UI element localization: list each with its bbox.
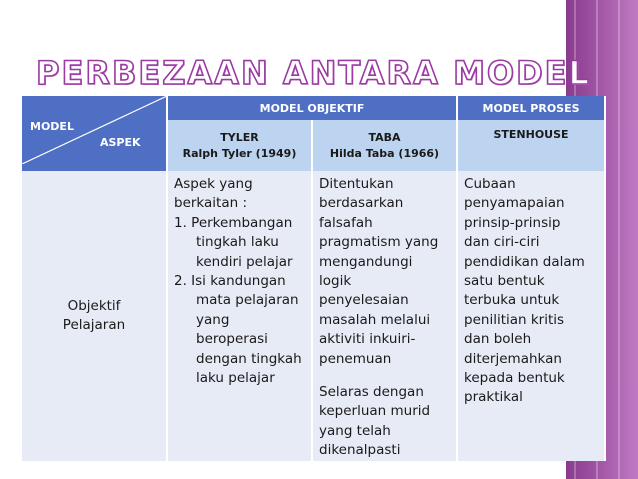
panel-stripe (618, 0, 620, 479)
comparison-table (22, 96, 605, 459)
group-header-objektif: MODEL OBJEKTIF (167, 96, 457, 120)
group-header-proses: MODEL PROSES (457, 96, 605, 120)
stenhouse-cell: Cubaan penyamapaian prinsip-prinsip dan ciri-ciri pendidikan dalam satu bentuk terbuka untuk penilitian kritis dan boleh diterjemahkan kepada bentuk praktikal (457, 171, 605, 461)
tyler-cell: Aspek yang berkaitan : 1. Perkembangan tingkah laku kendiri pelajar 2. Isi kandungan mata pelajaran yang beroperasi dengan tingkah laku pelajar (167, 171, 312, 461)
model-label: MODEL (30, 120, 74, 133)
col-header-taba: TABA Hilda Taba (1966) (312, 120, 457, 171)
comparison-grid (22, 96, 606, 461)
corner-header (22, 96, 167, 171)
aspek-label: ASPEK (100, 136, 141, 149)
col-header-stenhouse: STENHOUSE (457, 120, 605, 171)
aspek-cell: Objektif Pelajaran (22, 171, 167, 461)
col-header-tyler: TYLER Ralph Tyler (1949) (167, 120, 312, 171)
slide-title: PERBEZAAN ANTARA MODEL (36, 54, 591, 92)
taba-cell: Ditentukan berdasarkan falsafah pragmatism yang mengandungi logik penyelesaian masalah melalui aktiviti inkuiri- penemuan Selaras dengan keperluan murid yang telah dikenalpasti (312, 171, 457, 461)
